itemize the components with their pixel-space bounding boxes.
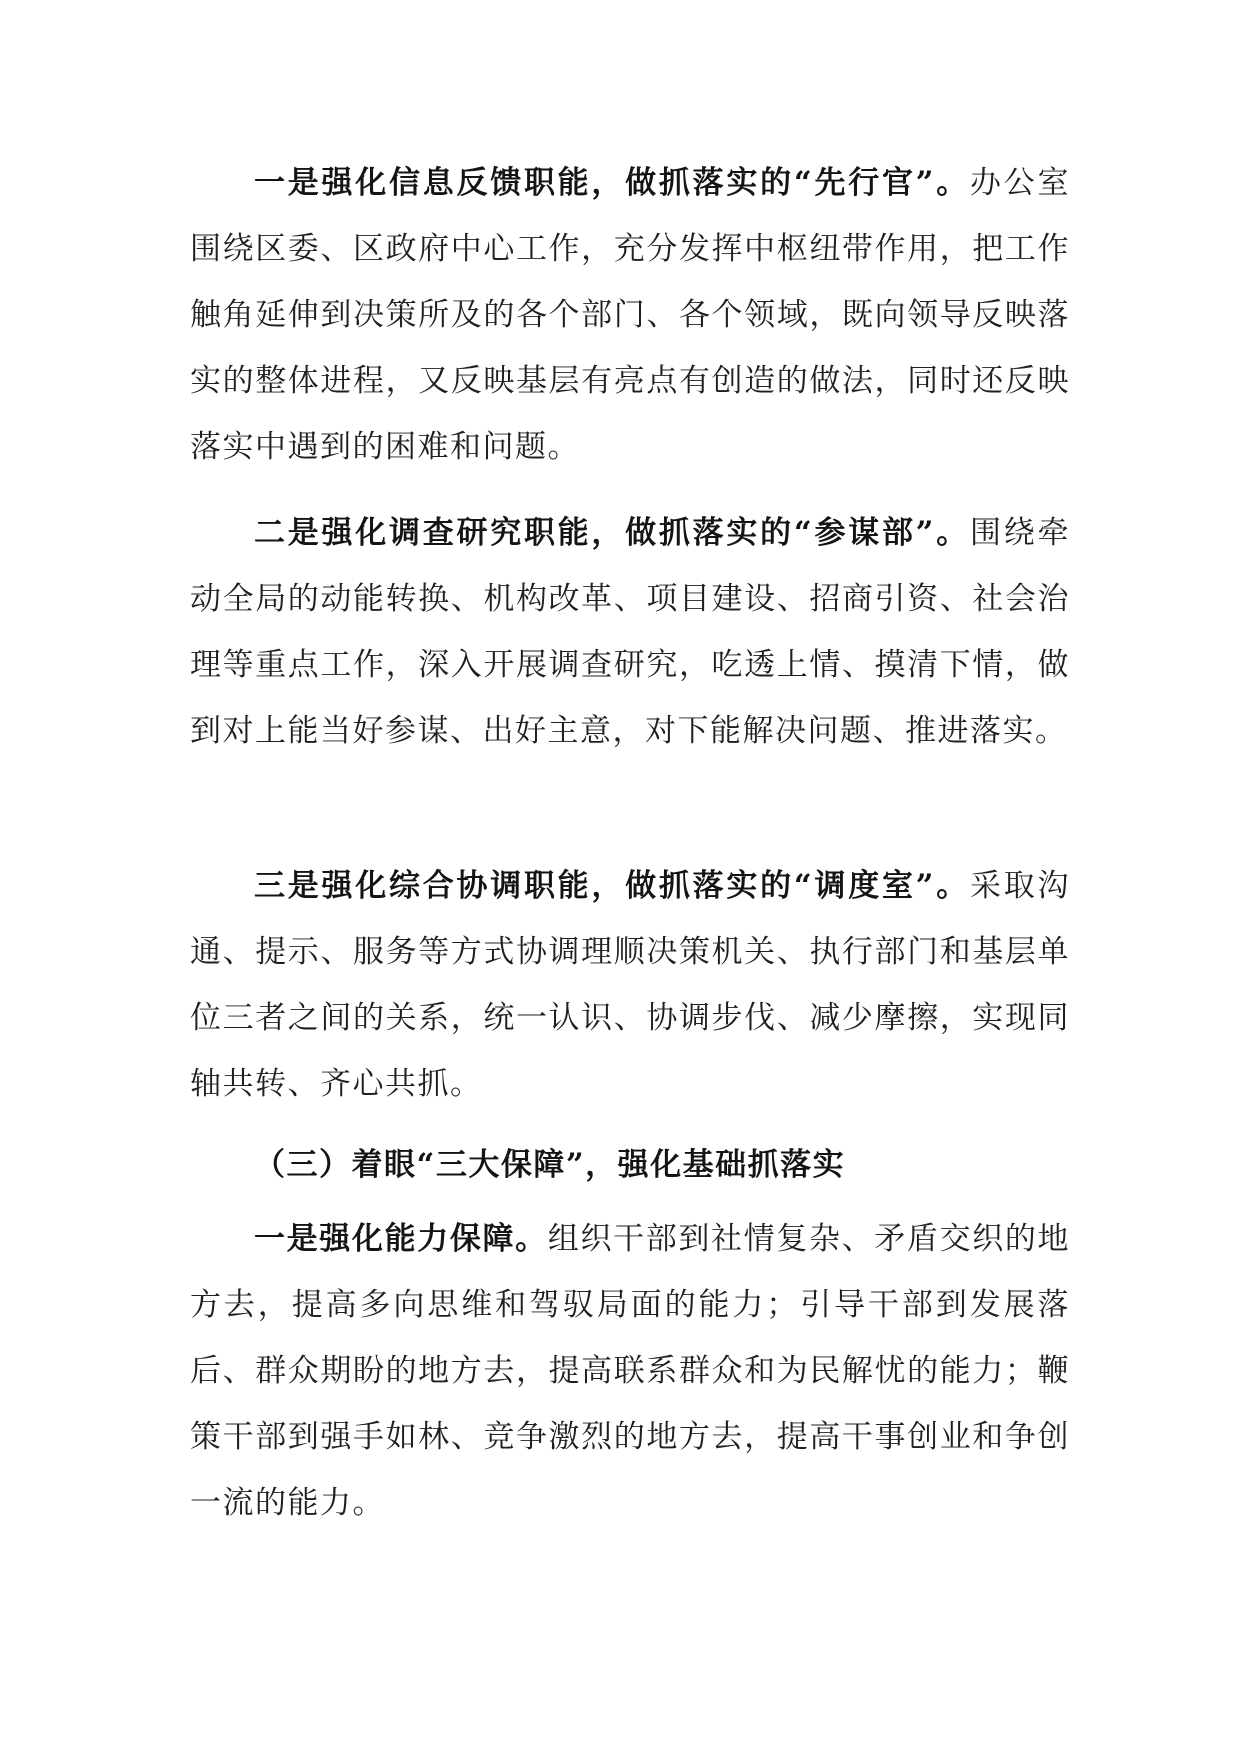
paragraph-research: [190, 500, 1070, 764]
paragraph-information-feedback: [190, 150, 1070, 480]
paragraph-body: 组织干部到社情复杂、矛盾交织的地方去，提高多向思维和驾驭局面的能力；引导干部到发展落后、群众期盼的地方去，提高联系群众和为民解忧的能力；鞭策干部到强手如林、竞争激烈的地方去，提高干事创业和争创一流的能力。: [190, 1221, 1070, 1521]
paragraph-lead: 二是强化调查研究职能，做抓落实的“参谋部”。: [254, 515, 971, 551]
paragraph-body: 围绕牵动全局的动能转换、机构改革、项目建设、招商引资、社会治理等重点工作，深入开展调查研究，吃透上情、摸清下情，做到对上能当好参谋、出好主意，对下能解决问题、推进落实。: [190, 515, 1071, 749]
paragraph-capability: [190, 1206, 1070, 1536]
paragraph-lead: 一是强化能力保障。: [254, 1221, 548, 1257]
paragraph-lead: 一是强化信息反馈职能，做抓落实的“先行官”。: [254, 165, 971, 201]
paragraph-body: 办公室围绕区委、区政府中心工作，充分发挥中枢纽带作用，把工作触角延伸到决策所及的各个部门、各个领域，既向领导反映落实的整体进程，又反映基层有亮点有创造的做法，同时还反映落实中遇到的困难和问题。: [190, 165, 1071, 465]
paragraph-body: 采取沟通、提示、服务等方式协调理顺决策机关、执行部门和基层单位三者之间的关系，统一认识、协调步伐、减少摩擦，实现同轴共转、齐心共抓。: [190, 868, 1071, 1102]
paragraph-lead: 三是强化综合协调职能，做抓落实的“调度室”。: [254, 868, 971, 904]
paragraph-coordination: [190, 853, 1070, 1117]
section-heading: （三）着眼“三大保障”，强化基础抓落实: [254, 1147, 846, 1183]
